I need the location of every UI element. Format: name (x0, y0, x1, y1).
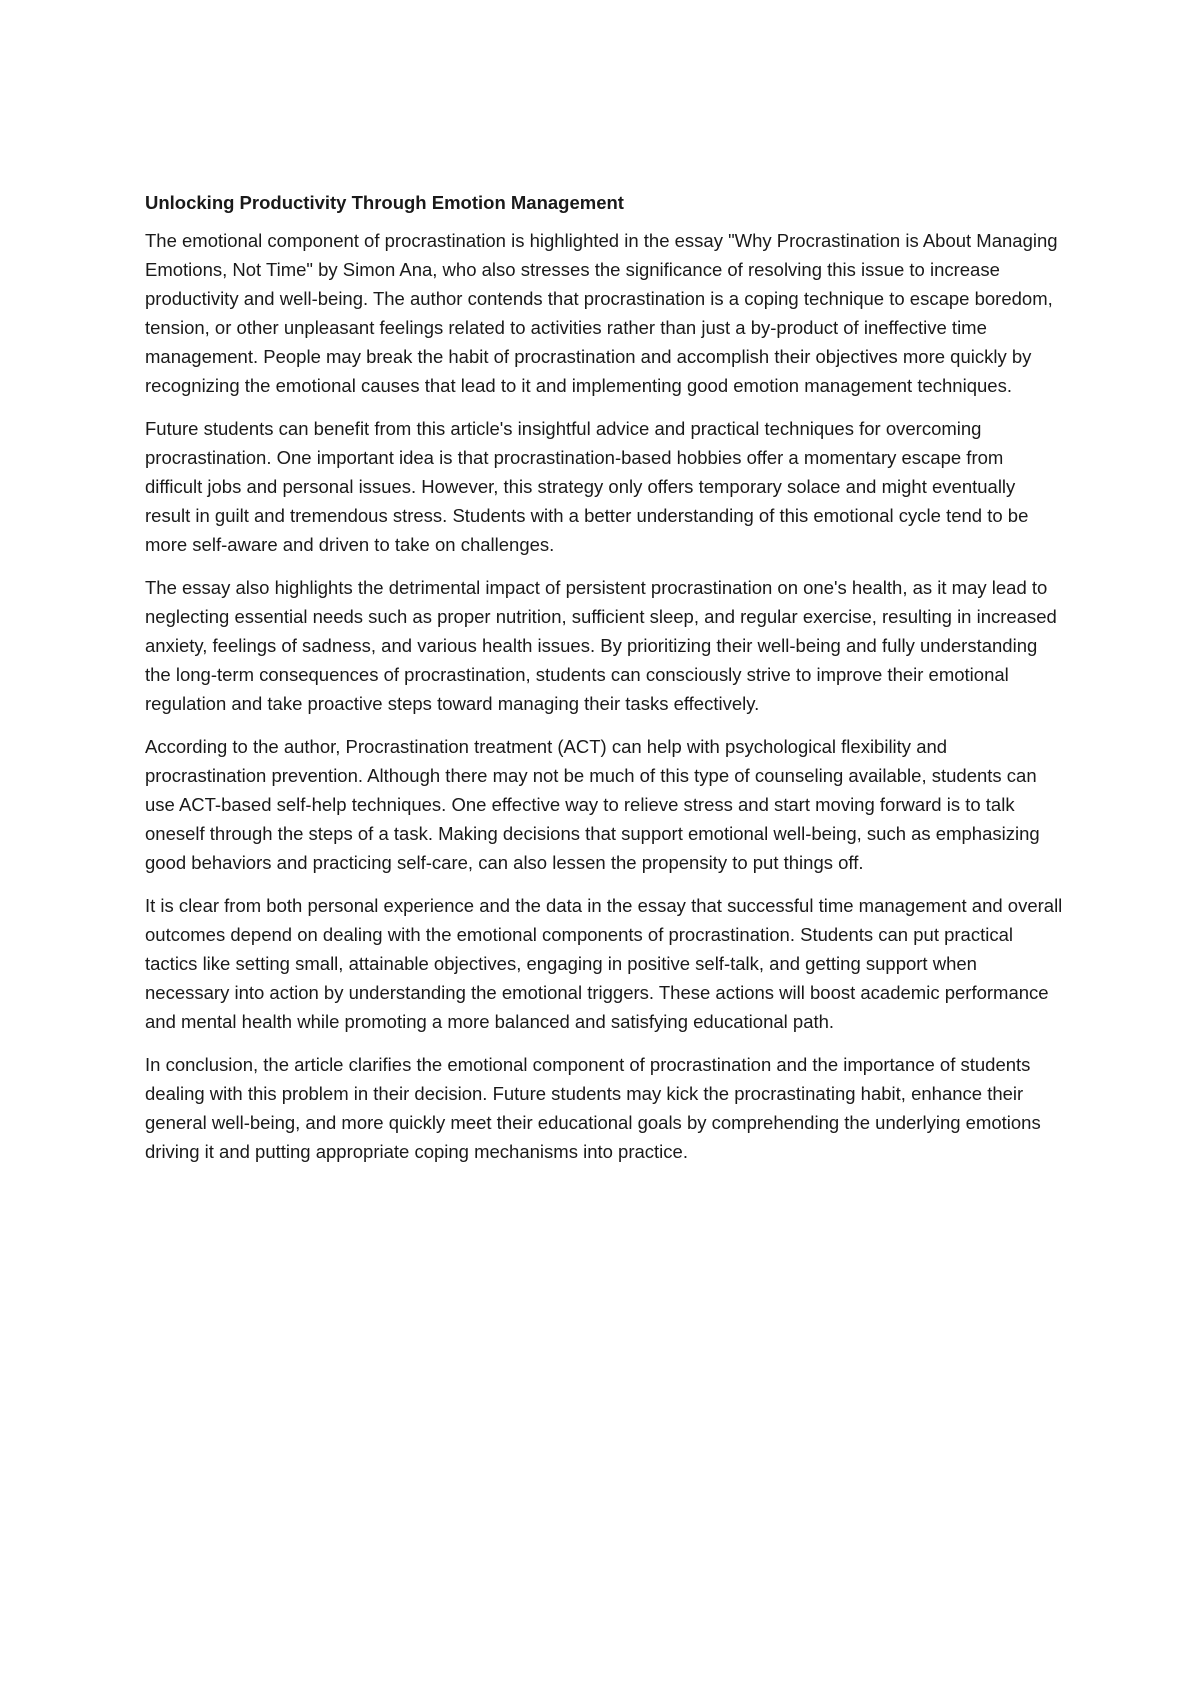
paragraph-1: The emotional component of procrastination is highlighted in the essay "Why Procrastination is About Managing Emotions, Not Time" by Simon Ana, who also stresses the significance of resolving this issue to increase productivity and well-being. The author contends that procrastination is a coping technique to escape boredom, tension, or other unpleasant feelings related to activities rather than just a by-product of ineffective time management. People may break the habit of procrastination and accomplish their objectives more quickly by recognizing the emotional causes that lead to it and implementing good emotion management techniques. (145, 230, 1058, 396)
paragraph-5: It is clear from both personal experience and the data in the essay that successful time management and overall outcomes depend on dealing with the emotional components of procrastination. Students can put practical tactics like setting small, attainable objectives, engaging in positive self-talk, and getting support when necessary into action by understanding the emotional triggers. These actions will boost academic performance and mental health while promoting a more balanced and satisfying educational path. (145, 895, 1063, 1032)
document-body (145, 188, 1065, 1180)
paragraph-6: In conclusion, the article clarifies the emotional component of procrastination and the importance of students dealing with this problem in their decision. Future students may kick the procrastinating habit, enhance their general well-being, and more quickly meet their educational goals by comprehending the underlying emotions driving it and putting appropriate coping mechanisms into practice. (145, 1054, 1041, 1162)
paragraph-2: Future students can benefit from this article's insightful advice and practical techniques for overcoming procrastination. One important idea is that procrastination-based hobbies offer a momentary escape from difficult jobs and personal issues. However, this strategy only offers temporary solace and might eventually result in guilt and tremendous stress. Students with a better understanding of this emotional cycle tend to be more self-aware and driven to take on challenges. (145, 418, 1029, 555)
document-title: Unlocking Productivity Through Emotion Management (145, 192, 624, 213)
paragraph-4: According to the author, Procrastination treatment (ACT) can help with psychological flexibility and procrastination prevention. Although there may not be much of this type of counseling available, students can use ACT-based self-help techniques. One effective way to relieve stress and start moving forward is to talk oneself through the steps of a task. Making decisions that support emotional well-being, such as emphasizing good behaviors and practicing self-care, can also lessen the propensity to put things off. (145, 736, 1040, 873)
paragraph-3: The essay also highlights the detrimental impact of persistent procrastination on one's health, as it may lead to neglecting essential needs such as proper nutrition, sufficient sleep, and regular exercise, resulting in increased anxiety, feelings of sadness, and various health issues. By prioritizing their well-being and fully understanding the long-term consequences of procrastination, students can consciously strive to improve their emotional regulation and take proactive steps toward managing their tasks effectively. (145, 577, 1057, 714)
